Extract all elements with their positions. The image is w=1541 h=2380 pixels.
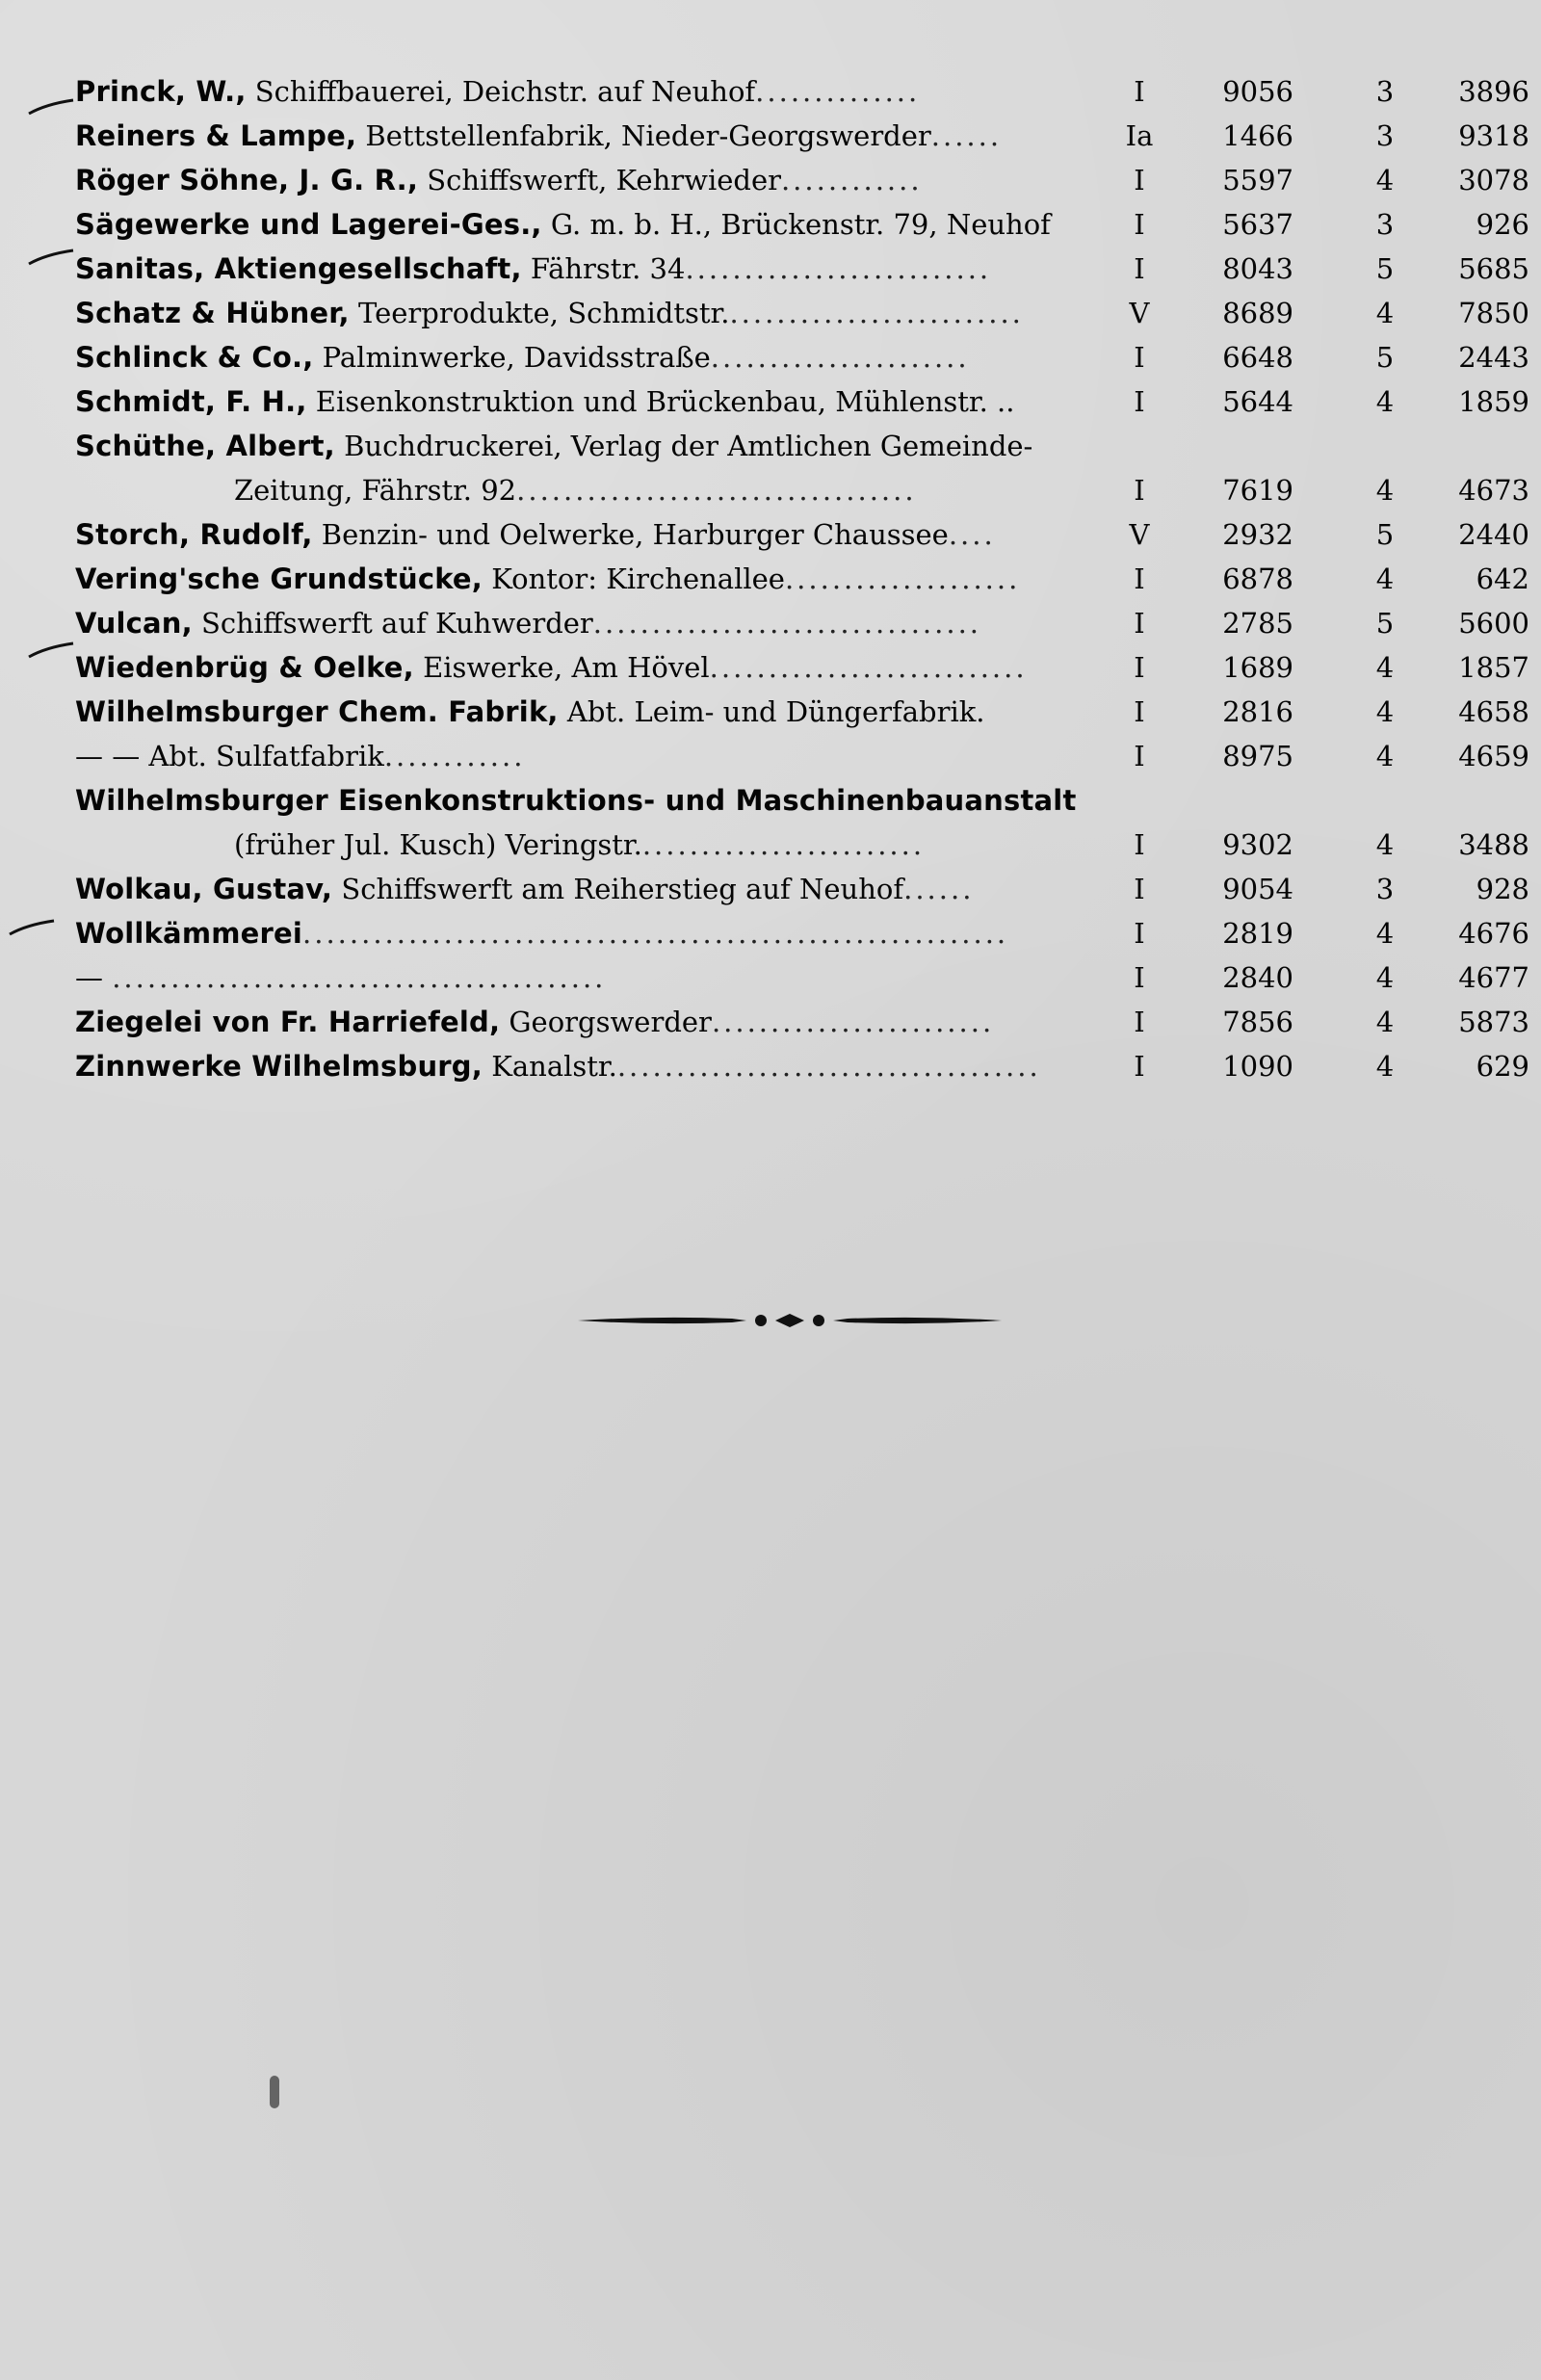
company-name: Wiedenbrüg & Oelke, [75, 651, 414, 684]
listing-row [75, 867, 1529, 911]
listing-row [75, 823, 1529, 867]
class-column: I [1134, 961, 1145, 994]
district-column: 3 [1375, 119, 1395, 152]
dot-leader: ............ [383, 740, 526, 772]
entry-description [234, 468, 1096, 512]
district-column: 3 [1375, 873, 1395, 905]
company-name: Wolkau, Gustav, [75, 873, 333, 905]
entry-description [75, 114, 1096, 158]
listing-row [75, 601, 1529, 645]
district-column: 4 [1375, 828, 1395, 861]
number-column: 5637 [1222, 208, 1293, 241]
listing-row [75, 291, 1529, 335]
number-column: 5644 [1222, 385, 1293, 418]
number-column: 9054 [1222, 873, 1293, 905]
reference-column: 9318 [1458, 119, 1529, 152]
reference-column: 4676 [1458, 917, 1529, 950]
district-column: 4 [1375, 651, 1395, 684]
number-column: 7619 [1222, 474, 1293, 507]
listing-row [75, 512, 1529, 557]
district-column: 4 [1375, 695, 1395, 728]
dot-leader: .................................... [616, 1050, 1041, 1083]
reference-column: 4673 [1458, 474, 1529, 507]
listing-row [75, 645, 1529, 690]
class-column: I [1134, 385, 1145, 418]
company-name: Schüthe, Albert, [75, 430, 335, 462]
entry-description [75, 557, 1096, 601]
district-column: 3 [1375, 75, 1395, 108]
entry-description [75, 645, 1096, 690]
entry-description [75, 512, 1096, 557]
listing-row [75, 114, 1529, 158]
district-column: 4 [1375, 740, 1395, 772]
reference-column: 926 [1476, 208, 1529, 241]
number-column: 2785 [1222, 607, 1293, 640]
entry-description [75, 424, 1096, 468]
dot-leader: .... [948, 518, 996, 551]
district-column: 4 [1375, 297, 1395, 329]
reference-column: 4677 [1458, 961, 1529, 994]
dot-leader: .................................. [516, 474, 917, 507]
listing-row [75, 1044, 1529, 1088]
company-name: Storch, Rudolf, [75, 518, 313, 551]
entry-description [75, 955, 1096, 1000]
entry-description [75, 690, 1096, 734]
company-detail: Kontor: Kirchenallee [483, 562, 785, 595]
company-detail: Teerprodukte, Schmidtstr. [349, 297, 730, 329]
entry-description [75, 379, 1096, 424]
entry-description [75, 734, 1096, 778]
company-name: Röger Söhne, J. G. R., [75, 164, 419, 196]
number-column: 9056 [1222, 75, 1293, 108]
company-listing [75, 69, 1529, 1088]
reference-column: 928 [1476, 873, 1529, 905]
dot-leader: ...... [930, 119, 1003, 152]
reference-column: 4658 [1458, 695, 1529, 728]
listing-row [75, 247, 1529, 291]
company-detail: Zeitung, Fährstr. 92 [234, 474, 517, 507]
listing-row [75, 379, 1529, 424]
company-detail: — — Abt. Sulfatfabrik [75, 740, 384, 772]
number-column: 1689 [1222, 651, 1293, 684]
company-detail: Abt. Leim- und Düngerfabrik. [558, 695, 985, 728]
district-column: 4 [1375, 961, 1395, 994]
handwritten-check-mark [27, 96, 75, 116]
company-detail: Buchdruckerei, Verlag der Amtlichen Gemeinde- [334, 430, 1033, 462]
class-column: I [1134, 828, 1145, 861]
listing-row [75, 734, 1529, 778]
number-column: 2840 [1222, 961, 1293, 994]
number-column: 2816 [1222, 695, 1293, 728]
company-detail: (früher Jul. Kusch) Veringstr. [234, 828, 642, 861]
reference-column: 5600 [1458, 607, 1529, 640]
company-name: Sägewerke und Lagerei-Ges., [75, 208, 542, 241]
handwritten-check-mark [8, 917, 56, 936]
entry-description [75, 911, 1096, 955]
listing-row [75, 955, 1529, 1000]
company-detail: Benzin- und Oelwerke, Harburger Chaussee [312, 518, 949, 551]
company-detail: Schiffswerft am Reiherstieg auf Neuhof [332, 873, 904, 905]
entry-description [75, 601, 1096, 645]
class-column: I [1134, 607, 1145, 640]
district-column: 4 [1375, 562, 1395, 595]
company-name: Wilhelmsburger Eisenkonstruktions- und Maschinenbauanstalt [75, 784, 1077, 817]
listing-row [75, 202, 1529, 247]
entry-description [75, 291, 1096, 335]
company-name: Zinnwerke Wilhelmsburg, [75, 1050, 483, 1083]
number-column: 2932 [1222, 518, 1293, 551]
dot-leader: .......................................... [112, 961, 607, 994]
company-detail: Eiswerke, Am Hövel [413, 651, 710, 684]
entry-description [75, 1000, 1096, 1044]
entry-description [75, 1044, 1096, 1088]
company-detail: — [75, 961, 113, 994]
district-column: 4 [1375, 164, 1395, 196]
district-column: 5 [1375, 518, 1395, 551]
class-column: V [1129, 518, 1150, 551]
reference-column: 1859 [1458, 385, 1529, 418]
reference-column: 7850 [1458, 297, 1529, 329]
listing-row [75, 158, 1529, 202]
entry-description [75, 867, 1096, 911]
number-column: 1090 [1222, 1050, 1293, 1083]
class-column: I [1134, 252, 1145, 285]
dot-leader: ........................... [709, 651, 1028, 684]
class-column: Ia [1125, 119, 1154, 152]
company-name: Princk, W., [75, 75, 247, 108]
dot-leader: ................................. [592, 607, 981, 640]
company-detail: Fährstr. 34 [521, 252, 686, 285]
class-column: I [1134, 208, 1145, 241]
company-name: Schatz & Hübner, [75, 297, 350, 329]
number-column: 8689 [1222, 297, 1293, 329]
dot-leader: ............................................................ [302, 917, 1009, 950]
company-detail: Schiffbauerei, Deichstr. auf Neuhof [246, 75, 756, 108]
number-column: 6878 [1222, 562, 1293, 595]
class-column: I [1134, 341, 1145, 374]
district-column: 4 [1375, 1006, 1395, 1038]
reference-column: 3078 [1458, 164, 1529, 196]
reference-column: 1857 [1458, 651, 1529, 684]
entry-description [75, 335, 1096, 379]
district-column: 4 [1375, 1050, 1395, 1083]
listing-row [75, 557, 1529, 601]
dot-leader: .................... [784, 562, 1021, 595]
company-name: Schmidt, F. H., [75, 385, 307, 418]
handwritten-check-mark [27, 640, 75, 659]
number-column: 8043 [1222, 252, 1293, 285]
company-name: Wilhelmsburger Chem. Fabrik, [75, 695, 559, 728]
entry-description [75, 247, 1096, 291]
class-column: I [1134, 917, 1145, 950]
company-detail: Palminwerke, Davidsstraße [313, 341, 711, 374]
company-detail: Schiffswerft, Kehrwieder [418, 164, 781, 196]
dot-leader: .......................... [685, 252, 992, 285]
number-column: 9302 [1222, 828, 1293, 861]
company-name: Wollkämmerei [75, 917, 303, 950]
district-column: 4 [1375, 385, 1395, 418]
company-detail: G. m. b. H., Brückenstr. 79, Neuhof [541, 208, 1051, 241]
reference-column: 3488 [1458, 828, 1529, 861]
listing-row [75, 424, 1520, 468]
dot-leader: ...................... [710, 341, 970, 374]
company-detail: Eisenkonstruktion und Brückenbau, Mühlenstr. .. [306, 385, 1015, 418]
dot-leader: ........................ [641, 828, 926, 861]
company-name: Ziegelei von Fr. Harriefeld, [75, 1006, 501, 1038]
dot-leader: ........................ [711, 1006, 995, 1038]
reference-column: 4659 [1458, 740, 1529, 772]
class-column: I [1134, 1006, 1145, 1038]
dot-leader: .............. [755, 75, 921, 108]
reference-column: 2443 [1458, 341, 1529, 374]
company-detail: Georgswerder [500, 1006, 712, 1038]
ornamental-divider [578, 1308, 1002, 1333]
district-column: 5 [1375, 252, 1395, 285]
reference-column: 642 [1476, 562, 1529, 595]
company-name: Sanitas, Aktiengesellschaft, [75, 252, 522, 285]
listing-row [75, 335, 1529, 379]
company-detail: Kanalstr. [482, 1050, 617, 1083]
company-name: Reiners & Lampe, [75, 119, 357, 152]
district-column: 5 [1375, 607, 1395, 640]
number-column: 2819 [1222, 917, 1293, 950]
class-column: I [1134, 651, 1145, 684]
district-column: 5 [1375, 341, 1395, 374]
dot-leader: ............ [780, 164, 923, 196]
listing-row [75, 911, 1529, 955]
company-detail: Bettstellenfabrik, Nieder-Georgswerder [356, 119, 931, 152]
district-column: 4 [1375, 917, 1395, 950]
district-column: 3 [1375, 208, 1395, 241]
number-column: 7856 [1222, 1006, 1293, 1038]
company-name: Vering'sche Grundstücke, [75, 562, 483, 595]
number-column: 6648 [1222, 341, 1293, 374]
reference-column: 5873 [1458, 1006, 1529, 1038]
entry-description [75, 69, 1096, 114]
ink-smudge [270, 2076, 279, 2108]
listing-row [75, 69, 1529, 114]
reference-column: 5685 [1458, 252, 1529, 285]
listing-row [75, 468, 1529, 512]
class-column: I [1134, 75, 1145, 108]
class-column: I [1134, 1050, 1145, 1083]
company-name: Schlinck & Co., [75, 341, 314, 374]
company-detail: Schiffswerft auf Kuhwerder [192, 607, 593, 640]
dot-leader: ...... [903, 873, 975, 905]
reference-column: 3896 [1458, 75, 1529, 108]
class-column: I [1134, 164, 1145, 196]
district-column: 4 [1375, 474, 1395, 507]
class-column: I [1134, 562, 1145, 595]
dot-leader: ......................... [729, 297, 1024, 329]
reference-column: 2440 [1458, 518, 1529, 551]
class-column: I [1134, 695, 1145, 728]
class-column: I [1134, 740, 1145, 772]
class-column: I [1134, 873, 1145, 905]
entry-description [75, 202, 1096, 247]
number-column: 5597 [1222, 164, 1293, 196]
number-column: 1466 [1222, 119, 1293, 152]
number-column: 8975 [1222, 740, 1293, 772]
company-name: Vulcan, [75, 607, 193, 640]
class-column: V [1129, 297, 1150, 329]
listing-row [75, 778, 1520, 823]
entry-description [75, 778, 1096, 823]
entry-description [75, 158, 1096, 202]
class-column: I [1134, 474, 1145, 507]
listing-row [75, 1000, 1529, 1044]
entry-description [234, 823, 1096, 867]
handwritten-check-mark [27, 247, 75, 266]
reference-column: 629 [1476, 1050, 1529, 1083]
listing-row [75, 690, 1529, 734]
